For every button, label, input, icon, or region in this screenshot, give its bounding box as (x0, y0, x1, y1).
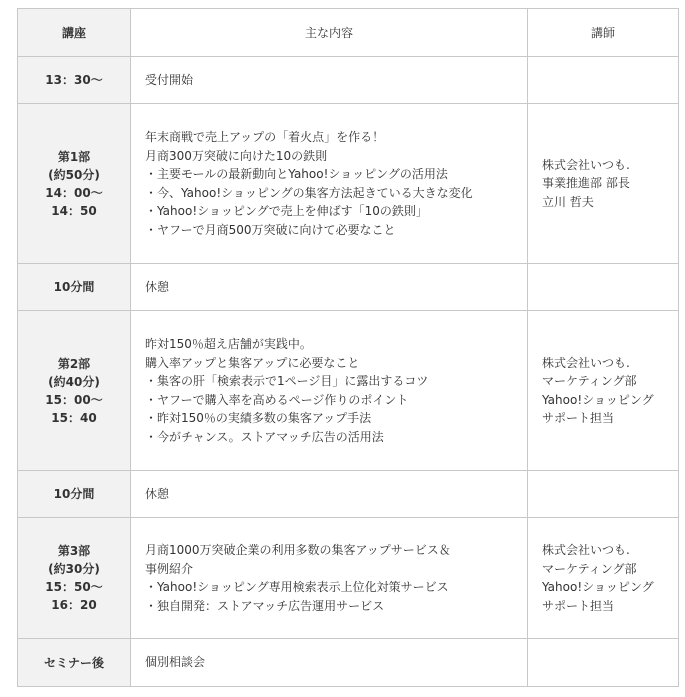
content-line: ・主要モールの最新動向とYahoo!ショッピングの活用法 (145, 167, 448, 181)
label-line: 第3部 (57, 544, 91, 558)
teacher-line: 株式会社いつも. (542, 543, 630, 557)
session-time-cell (18, 639, 131, 687)
teacher-line: 立川 哲夫 (542, 194, 594, 209)
content-line: 月商1000万突破企業の利用多数の集客アップサービス＆ (145, 543, 451, 557)
content-line: ・今、Yahoo!ショッピングの集客方法起きている大きな変化 (145, 185, 473, 200)
session-content-cell (131, 639, 528, 687)
session-content-cell (131, 57, 528, 104)
session-time-cell (18, 57, 131, 104)
session-time-cell (18, 264, 131, 311)
content-line: 昨対150％超え店舗が実践中。 (145, 337, 312, 351)
content-line: 購入率アップと集客アップに必要なこと (145, 355, 360, 370)
teacher-line: 株式会社いつも. (542, 157, 630, 172)
session-content-cell (131, 311, 528, 471)
content-line: ・集客の肝「検索表示で1ページ目」に露出するコツ (145, 374, 429, 388)
session-teacher-cell (528, 311, 679, 471)
session-content-cell (131, 264, 528, 311)
header-content: 主な内容 (131, 9, 528, 57)
label-line: (約50分) (48, 167, 100, 182)
table-row (18, 471, 679, 518)
content-line: 個別相談会 (145, 655, 206, 670)
content-line: 受付開始 (145, 72, 194, 87)
label-line: 10分間 (53, 280, 95, 294)
label-line: 15：00〜 (45, 392, 103, 407)
session-teacher-cell (528, 57, 679, 104)
table-header-row (18, 9, 679, 57)
table-row (18, 264, 679, 311)
label-line: 14：50 (51, 203, 97, 218)
label-line: 13：30〜 (45, 73, 103, 87)
session-teacher-cell (528, 518, 679, 639)
content-line: ・ヤフーで購入率を高めるページ作りのポイント (145, 392, 409, 407)
content-line: 月商300万突破に向けた10の鉄則 (145, 148, 328, 163)
content-line: 休憩 (145, 279, 170, 294)
teacher-line: マーケティング部 (542, 561, 637, 576)
label-line: セミナー後 (43, 655, 104, 670)
session-time-cell (18, 471, 131, 518)
teacher-line: サポート担当 (542, 598, 615, 613)
session-teacher-cell (528, 104, 679, 264)
label-line: 16：20 (51, 598, 97, 612)
session-teacher-cell (528, 264, 679, 311)
session-time-cell (18, 311, 131, 471)
content-line: ・昨対150％の実績多数の集客アップ手法 (145, 411, 372, 425)
label-line: 14：00〜 (45, 185, 103, 200)
label-line: 第1部 (57, 149, 91, 164)
table-row (18, 518, 679, 639)
content-line: ・今がチャンス。ストアマッチ広告の活用法 (145, 429, 384, 444)
teacher-line: 株式会社いつも. (542, 355, 630, 370)
header-teacher: 講師 (528, 9, 679, 57)
teacher-line: 事業推進部 部長 (542, 176, 630, 191)
content-line: 年末商戦で売上アップの「着火点」を作る！ (145, 130, 385, 144)
seminar-schedule-table (17, 8, 679, 687)
label-line: 15：50〜 (45, 580, 103, 594)
content-line: ・Yahoo!ショッピング専用検索表示上位化対策サービス (145, 580, 449, 594)
teacher-line: マーケティング部 (542, 374, 637, 388)
content-line: ・独自開発：ストアマッチ広告運用サービス (145, 598, 385, 613)
content-line: 休憩 (145, 486, 170, 501)
session-teacher-cell (528, 471, 679, 518)
content-line: 事例紹介 (145, 561, 194, 576)
session-time-cell (18, 104, 131, 264)
table-row (18, 311, 679, 471)
label-line: 第2部 (57, 356, 91, 371)
teacher-line: Yahoo!ショッピング (542, 392, 654, 407)
label-line: 10分間 (53, 487, 95, 501)
content-line: ・ヤフーで月商500万突破に向けて必要なこと (145, 222, 396, 237)
session-content-cell (131, 471, 528, 518)
label-line: (約40分) (48, 374, 100, 389)
label-line: 15：40 (51, 410, 97, 425)
content-line: ・Yahoo!ショッピングで売上を伸ばす「10の鉄則」 (145, 204, 428, 218)
teacher-line: Yahoo!ショッピング (542, 580, 654, 594)
session-content-cell (131, 518, 528, 639)
table-row (18, 104, 679, 264)
teacher-line: サポート担当 (542, 411, 615, 425)
session-time-cell (18, 518, 131, 639)
table-row (18, 639, 679, 687)
header-course: 講座 (18, 9, 131, 57)
session-content-cell (131, 104, 528, 264)
session-teacher-cell (528, 639, 679, 687)
table-row (18, 57, 679, 104)
label-line: (約30分) (48, 562, 100, 576)
